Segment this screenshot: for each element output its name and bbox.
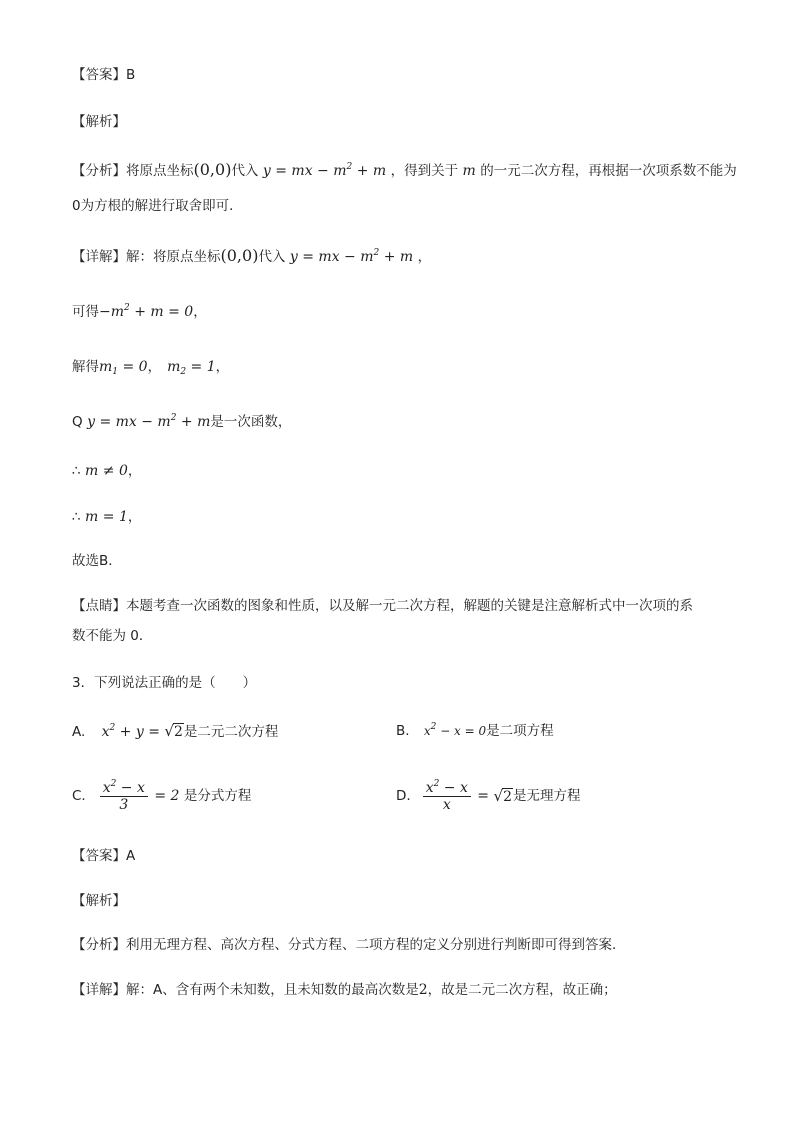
fenxi-tag: 【分析】 [72, 163, 126, 179]
highest-degree: 2 [418, 982, 428, 998]
dianjing-tag: 【点睛】 [72, 598, 126, 614]
dianjing-q2 [72, 596, 693, 616]
step-suffix: ， [127, 463, 142, 479]
option-a-equation: $x^2 + y$ = [101, 723, 165, 740]
origin-coordinate: (0,0) [193, 160, 232, 179]
dianjing-text: 本题考查一次函数的图象和性质，以及解一元二次方程，解题的关键是注意解析式中一次项的系 [126, 598, 693, 614]
option-text: 是二元二次方程 [183, 724, 279, 740]
xiangjie-text-c: ， [417, 249, 432, 265]
xiangjie-text-b: ，故是二元二次方程，故正确； [427, 982, 617, 998]
xiangjie-text-a: 解：A、含有两个未知数，且未知数的最高次数是 [126, 982, 419, 998]
xiangjie-tag: 【详解】 [72, 982, 126, 998]
analysis-tag: 【解析】 [72, 114, 126, 130]
equals: = [472, 788, 494, 804]
fenxi-text: 利用无理方程、高次方程、分式方程、二项方程的定义分别进行判断即可得到答案． [126, 937, 626, 953]
function-expression: y = mx − $m^2 + m$ [258, 162, 391, 179]
fenxi-text-a: 将原点坐标 [126, 163, 194, 179]
therefore-symbol: ∴ [72, 509, 81, 525]
radicand: 2 [503, 788, 512, 805]
fenxi-tag: 【分析】 [72, 937, 126, 953]
step-2 [72, 357, 229, 377]
step-4 [72, 461, 141, 481]
equation-rhs: = 2 [149, 788, 184, 804]
therefore-symbol: ∴ [72, 463, 81, 479]
fraction: $\frac{x^2 - x}{3}$ [100, 780, 148, 813]
option-d [396, 776, 580, 816]
sqrt-icon: √ [493, 787, 504, 805]
equation: $-m^2 + m = 0$ [99, 303, 194, 320]
root-1: $m_1 = 0$ [99, 359, 148, 377]
option-label: C. [72, 788, 86, 804]
answer-tag: 【答案】 [72, 67, 126, 83]
conclusion-text: 故选B． [72, 553, 122, 569]
function-expression: y = mx − $m^2 + m$ [285, 248, 418, 265]
xiangjie-tag: 【详解】 [72, 249, 126, 265]
equation: m = 1 [80, 509, 128, 525]
option-b-equation: $x^2 - x = 0$ [423, 722, 487, 738]
variable-m: m [458, 163, 481, 179]
xiangjie-line-q2 [72, 246, 431, 267]
step-suffix: ， [193, 304, 207, 320]
question-3-stem [72, 673, 256, 693]
conclusion-q2 [72, 551, 122, 571]
fenxi-text-e: 0为方根的解进行取舍即可． [72, 198, 243, 214]
xiangjie-line-q3 [72, 980, 617, 1000]
step-3 [72, 412, 291, 432]
analysis-tag-q2 [72, 112, 126, 132]
function-expression: y = mx − $m^2 + m$ [82, 413, 211, 430]
fraction: $\frac{x^2 - x}{x}$ [423, 780, 471, 813]
radicand: 2 [173, 724, 183, 740]
answer-line-q2 [72, 65, 135, 85]
dianjing-q2-cont [72, 626, 152, 646]
fenxi-text-b: 代入 [231, 163, 259, 179]
option-text: 是分式方程 [183, 788, 252, 804]
option-c [72, 776, 251, 816]
xiangjie-text-a: 解：将原点坐标 [126, 249, 221, 265]
option-text: 是无理方程 [512, 788, 581, 804]
step-suffix: ， [215, 359, 230, 375]
root-2: $m_2 = 1$ [167, 359, 216, 377]
fenxi-text-d: 的一元二次方程，再根据一次项系数不能为 [480, 163, 737, 179]
because-symbol: Q [72, 414, 83, 430]
step-5 [72, 507, 141, 527]
option-a [72, 721, 278, 742]
step-separator: ， [147, 359, 162, 375]
analysis-tag-q3 [72, 891, 126, 911]
sqrt-icon: √ [164, 722, 174, 740]
inequality: m ≠ 0 [80, 463, 128, 479]
fenxi-line-q3 [72, 935, 626, 955]
answer-tag: 【答案】 [72, 848, 126, 864]
option-label: D. [396, 788, 411, 804]
step-prefix: 可得 [72, 304, 99, 320]
option-label: A. [72, 724, 86, 740]
step-suffix: 是一次函数， [210, 414, 292, 430]
option-label: B. [396, 723, 410, 739]
answer-value: A [126, 848, 136, 864]
option-b [396, 721, 554, 741]
fenxi-text-c: ，得到关于 [390, 163, 459, 179]
xiangjie-text-b: 代入 [258, 249, 286, 265]
answer-value: B [126, 67, 136, 83]
step-suffix: ， [127, 509, 142, 525]
dianjing-text: 数不能为 0． [72, 628, 153, 644]
origin-coordinate: (0,0) [220, 246, 259, 265]
fenxi-line-q2 [72, 160, 737, 181]
step-1 [72, 302, 207, 322]
analysis-tag: 【解析】 [72, 893, 126, 909]
answer-line-q3 [72, 846, 135, 866]
step-prefix: 解得 [72, 359, 99, 375]
question-stem: 3．下列说法正确的是（ ） [72, 675, 257, 691]
fenxi-line-q2-cont [72, 196, 243, 216]
option-text: 是二项方程 [486, 723, 554, 739]
